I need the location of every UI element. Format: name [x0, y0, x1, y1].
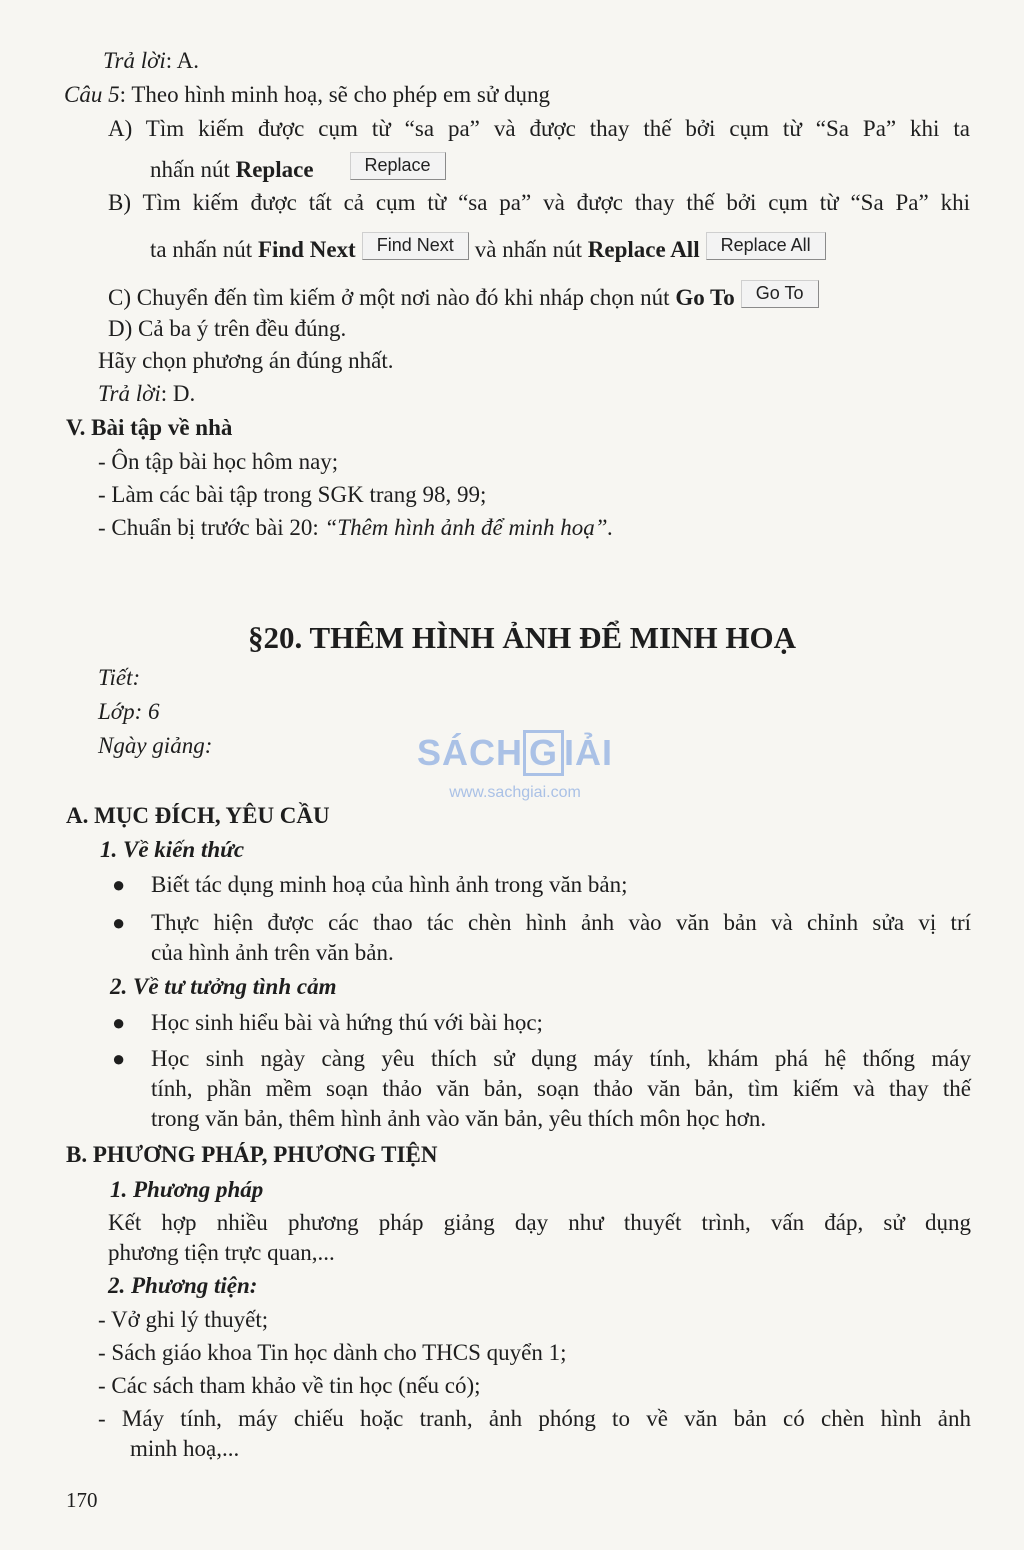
meta-lop: Lớp: 6 — [98, 699, 160, 724]
option-b-text: ta nhấn nút — [150, 237, 258, 262]
option-a-line2 — [150, 152, 452, 185]
section-b-paragraph-line1: Kết hợp nhiều phương pháp giảng dạy như thuyết trình, vấn đáp, sử dụng — [108, 1210, 971, 1235]
homework-item-3 — [98, 513, 613, 543]
choose-instruction: Hãy chọn phương án đúng nhất. — [98, 348, 394, 373]
watermark-logo-part-1: SÁCH — [416, 732, 523, 773]
option-a-line1: A) Tìm kiếm được cụm từ “sa pa” và được thay thế bởi cụm từ “Sa Pa” khi ta — [108, 116, 970, 141]
find-next-button[interactable]: Find Next — [362, 232, 469, 260]
option-d: D) Cả ba ý trên đều đúng. — [108, 316, 347, 341]
watermark-logo — [410, 730, 620, 776]
section-a-heading: A. MỤC ĐÍCH, YÊU CẦU — [66, 803, 330, 828]
option-b-mid: và nhấn nút — [474, 237, 588, 262]
option-a-text: nhấn nút — [150, 157, 236, 182]
answer-label: Trả lời — [98, 381, 161, 406]
section-a-sub1: 1. Về kiến thức — [100, 837, 245, 862]
homework-item-1: - Ôn tập bài học hôm nay; — [98, 449, 339, 474]
bullet-icon: ● — [112, 910, 126, 935]
meta-ngay-giang: Ngày giảng: — [98, 733, 213, 758]
homework-item-3-title: “Thêm hình ảnh để minh hoạ”. — [324, 515, 614, 540]
page-number: 170 — [66, 1488, 98, 1512]
option-b-bold-2: Replace All — [587, 237, 700, 262]
bullet-icon: ● — [112, 872, 126, 897]
section-b-item-4-line1: - Máy tính, máy chiếu hoặc tranh, ảnh phóng to về văn bản có chèn hình ảnh — [98, 1406, 971, 1431]
answer-value: : A. — [165, 48, 200, 73]
q5-answer — [98, 379, 195, 409]
section-b-heading: B. PHƯƠNG PHÁP, PHƯƠNG TIỆN — [66, 1142, 438, 1167]
option-c-text: C) Chuyển đến tìm kiếm ở một nơi nào đó khi nháp chọn nút — [108, 285, 676, 310]
question-5 — [64, 80, 550, 110]
homework-item-3-text: - Chuẩn bị trước bài 20: — [98, 515, 325, 540]
section-b-item-1: - Vở ghi lý thuyết; — [98, 1307, 269, 1332]
section-a-bullet-3: Học sinh hiểu bài và hứng thú với bài học; — [151, 1010, 543, 1035]
meta-tiet: Tiết: — [98, 665, 141, 690]
watermark-logo-g: G — [523, 730, 564, 776]
section-b-item-2: - Sách giáo khoa Tin học dành cho THCS quyển 1; — [98, 1340, 567, 1365]
section-b-sub1: 1. Phương pháp — [110, 1177, 264, 1202]
section-b-item-3: - Các sách tham khảo về tin học (nếu có); — [98, 1373, 481, 1398]
section-a-bullet-4-line1: Học sinh ngày càng yêu thích sử dụng máy tính, khám phá hệ thống máy — [151, 1046, 971, 1071]
watermark-logo-part-2: IẢI — [564, 732, 614, 773]
section-b-item-4-line2: minh hoạ,... — [130, 1436, 240, 1461]
section-a-bullet-4-line3: trong văn bản, thêm hình ảnh vào văn bản, yêu thích môn học hơn. — [151, 1106, 767, 1131]
section-a-bullet-1: Biết tác dụng minh hoạ của hình ảnh trong văn bản; — [151, 872, 628, 897]
section-a-sub2: 2. Về tư tưởng tình cảm — [110, 974, 337, 999]
section-a-bullet-4-line2: tính, phần mềm soạn thảo văn bản, soạn thảo văn bản, tìm kiếm và thay thế — [151, 1076, 971, 1101]
watermark-url: www.sachgiai.com — [449, 784, 581, 801]
homework-item-2: - Làm các bài tập trong SGK trang 98, 99; — [98, 482, 487, 507]
option-b-line2 — [150, 232, 832, 265]
option-a-bold: Replace — [235, 157, 314, 182]
answer-label: Trả lời — [103, 48, 166, 73]
replace-all-button[interactable]: Replace All — [706, 232, 826, 260]
bullet-icon: ● — [112, 1010, 126, 1035]
option-c-bold: Go To — [675, 285, 735, 310]
lesson-title: §20. THÊM HÌNH ẢNH ĐỂ MINH HOẠ — [248, 620, 796, 655]
watermark — [410, 730, 620, 802]
section-b-paragraph-line2: phương tiện trực quan,... — [108, 1240, 335, 1265]
section-a-bullet-2-line2: của hình ảnh trên văn bản. — [151, 940, 394, 965]
replace-button[interactable]: Replace — [350, 152, 446, 180]
option-b-line1: B) Tìm kiếm được tất cả cụm từ “sa pa” và được thay thế bởi cụm từ “Sa Pa” khi — [108, 190, 970, 215]
section-a-bullet-2-line1: Thực hiện được các thao tác chèn hình ảnh vào văn bản và chỉnh sửa vị trí — [151, 910, 971, 935]
answer-value: : D. — [160, 381, 196, 406]
bullet-icon: ● — [112, 1046, 126, 1071]
option-b-bold-1: Find Next — [257, 237, 356, 262]
section-b-sub2: 2. Phương tiện: — [108, 1273, 258, 1298]
question-text: : Theo hình minh hoạ, sẽ cho phép em sử dụng — [119, 82, 551, 107]
go-to-button[interactable]: Go To — [741, 280, 819, 308]
question-label: Câu 5 — [64, 82, 120, 107]
q4-answer — [103, 46, 199, 76]
homework-heading: V. Bài tập về nhà — [66, 415, 233, 440]
option-c — [108, 280, 825, 313]
